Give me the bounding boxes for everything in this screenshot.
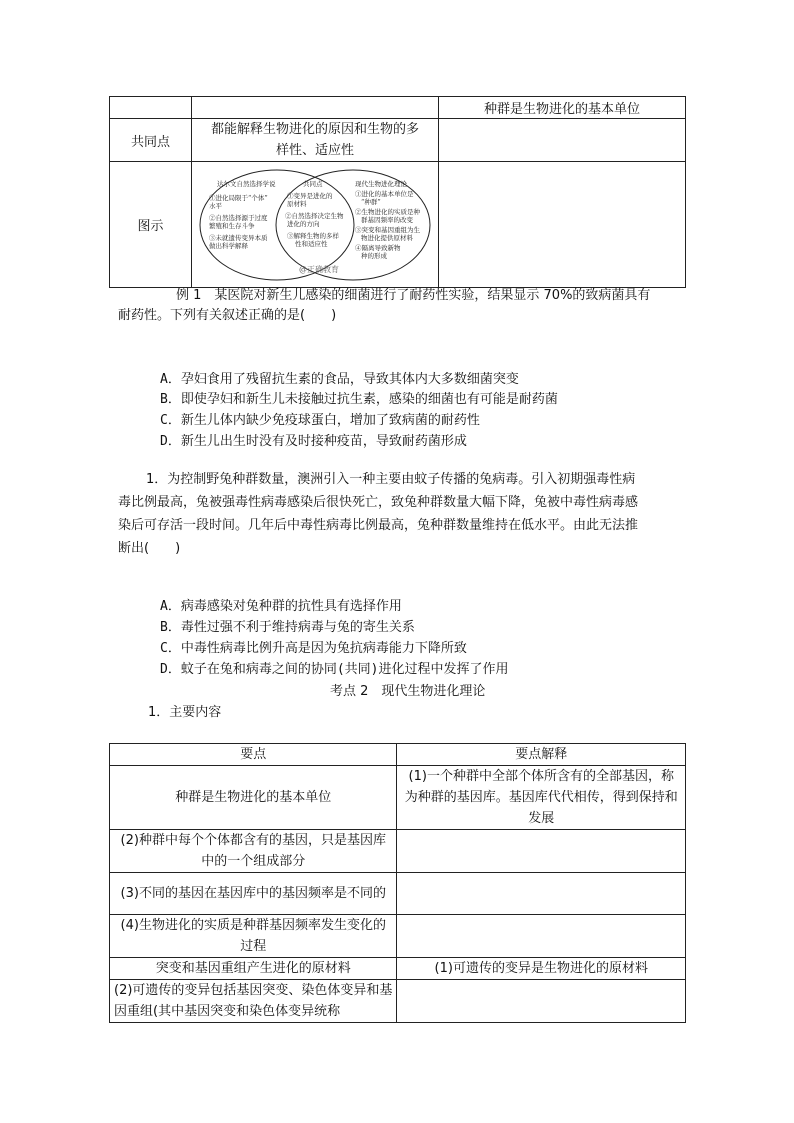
main-content-table bbox=[109, 743, 686, 1023]
venn-diagram bbox=[195, 166, 435, 284]
venn-left-item: 水平 bbox=[209, 201, 222, 210]
table1-common-empty bbox=[439, 119, 686, 162]
table1-diagram-empty bbox=[439, 162, 686, 288]
question1-stem-line2: 毒比例最高，兔被强毒性病毒感染后很快死亡，致兔种群数量大幅下降，兔被中毒性病毒感 bbox=[118, 495, 639, 510]
venn-right-item: ②生物进化的实质是种 bbox=[355, 207, 420, 216]
question1-option-a: A．病毒感染对兔种群的抗性具有选择作用 bbox=[160, 599, 402, 614]
table2-row-right: (1)可遗传的变异是生物进化的原材料 bbox=[397, 958, 686, 980]
example1-option-b: B．即使孕妇和新生儿未接触过抗生素，感染的细菌也有可能是耐药菌 bbox=[160, 392, 558, 407]
venn-left-item: 繁殖和生存斗争 bbox=[209, 221, 255, 230]
question1-stem-line4: 断出( ) bbox=[118, 541, 181, 556]
venn-watermark: @正确教育 bbox=[299, 264, 339, 274]
venn-middle-item: 性和适应性 bbox=[295, 239, 328, 248]
table2-row-right bbox=[397, 980, 686, 1023]
example1-option-d: D．新生儿出生时没有及时接种疫苗，导致耐药菌形成 bbox=[160, 434, 467, 449]
table1-diagram-label: 图示 bbox=[110, 162, 192, 288]
table2-row-left: (3)不同的基因在基因库中的基因频率是不同的 bbox=[110, 873, 397, 915]
venn-left-item: ①进化局限于“个体” bbox=[209, 193, 268, 202]
venn-left-item: ③未就遗传变异本质 bbox=[209, 233, 268, 242]
table2-row-left: (2)可遗传的变异包括基因突变、染色体变异和基因重组(其中基因突变和染色体变异统称 bbox=[110, 980, 397, 1023]
venn-middle-item: ①变异是进化的 bbox=[287, 191, 333, 200]
table1-common-label: 共同点 bbox=[110, 119, 192, 162]
venn-left-title: 达尔文自然选择学说 bbox=[217, 179, 276, 188]
example1-stem-line2: 耐药性。下列有关叙述正确的是( ) bbox=[118, 308, 337, 323]
example1-option-c: C．新生儿体内缺少免疫球蛋白，增加了致病菌的耐药性 bbox=[160, 413, 480, 428]
venn-middle-title: 共同点 bbox=[303, 179, 323, 188]
table1-common-text: 都能解释生物进化的原因和生物的多样性、适应性 bbox=[192, 119, 439, 162]
venn-middle-item: ③解释生物的多样 bbox=[287, 231, 339, 240]
table2-row-left: (4)生物进化的实质是种群基因频率发生变化的过程 bbox=[110, 915, 397, 958]
venn-right-item: ①进化的基本单位是 bbox=[355, 189, 414, 198]
table2-row-right bbox=[397, 873, 686, 915]
table1-header-col3: 种群是生物进化的基本单位 bbox=[439, 97, 686, 119]
venn-middle-item: 原材料 bbox=[287, 199, 307, 208]
example1-stem-line1: 例 1 某医院对新生儿感染的细菌进行了耐药性实验，结果显示 70%的致病菌具有 bbox=[176, 288, 651, 303]
venn-right-item: 种的形成 bbox=[361, 251, 387, 260]
example1-option-a: A．孕妇食用了残留抗生素的食品，导致其体内大多数细菌突变 bbox=[160, 372, 519, 387]
question1-option-b: B．毒性过强不利于维持病毒与兔的寄生关系 bbox=[160, 620, 415, 635]
question1-stem-line3: 染后可存活一段时间。几年后中毒性病毒比例最高，兔种群数量维持在低水平。由此无法推 bbox=[118, 518, 639, 533]
table2-row-left: (2)种群中每个个体都含有的基因，只是基因库中的一个组成部分 bbox=[110, 830, 397, 873]
venn-right-item: 群基因频率的改变 bbox=[361, 215, 413, 224]
table2-header-right: 要点解释 bbox=[397, 744, 686, 766]
table1-diagram-cell bbox=[192, 162, 439, 288]
venn-right-item: ③突变和基因重组为生 bbox=[355, 225, 420, 234]
question1-stem-line1: 1．为控制野兔种群数量，澳洲引入一种主要由蚊子传播的兔病毒。引入初期强毒性病 bbox=[146, 472, 636, 487]
table2-row-left: 种群是生物进化的基本单位 bbox=[110, 766, 397, 830]
question1-option-d: D．蚊子在兔和病毒之间的协同(共同)进化过程中发挥了作用 bbox=[160, 662, 509, 677]
question1-option-c: C．中毒性病毒比例升高是因为兔抗病毒能力下降所致 bbox=[160, 641, 467, 656]
table1-header-empty-2 bbox=[192, 97, 439, 119]
section-subtitle: 1．主要内容 bbox=[148, 705, 222, 720]
venn-middle-item: ②自然选择决定生物 bbox=[285, 211, 344, 220]
venn-left-item: ②自然选择源于过度 bbox=[209, 213, 268, 222]
table2-row-right bbox=[397, 915, 686, 958]
table2-row-left: 突变和基因重组产生进化的原材料 bbox=[110, 958, 397, 980]
comparison-table bbox=[109, 96, 686, 288]
table1-header-empty-1 bbox=[110, 97, 192, 119]
venn-left-item: 做出科学解释 bbox=[209, 241, 248, 250]
venn-right-item: “种群” bbox=[361, 197, 381, 206]
venn-right-item: 物进化提供原材料 bbox=[361, 233, 413, 242]
table2-row-right: (1)一个种群中全部个体所含有的全部基因，称为种群的基因库。基因库代代相传，得到保持和发展 bbox=[397, 766, 686, 830]
venn-right-item: ④隔离导致新物 bbox=[355, 243, 401, 252]
table2-header-left: 要点 bbox=[110, 744, 397, 766]
section-title: 考点 2 现代生物进化理论 bbox=[330, 684, 486, 699]
table2-row-right bbox=[397, 830, 686, 873]
venn-middle-item: 进化的方向 bbox=[287, 219, 320, 228]
venn-right-title: 现代生物进化理论 bbox=[355, 179, 407, 188]
